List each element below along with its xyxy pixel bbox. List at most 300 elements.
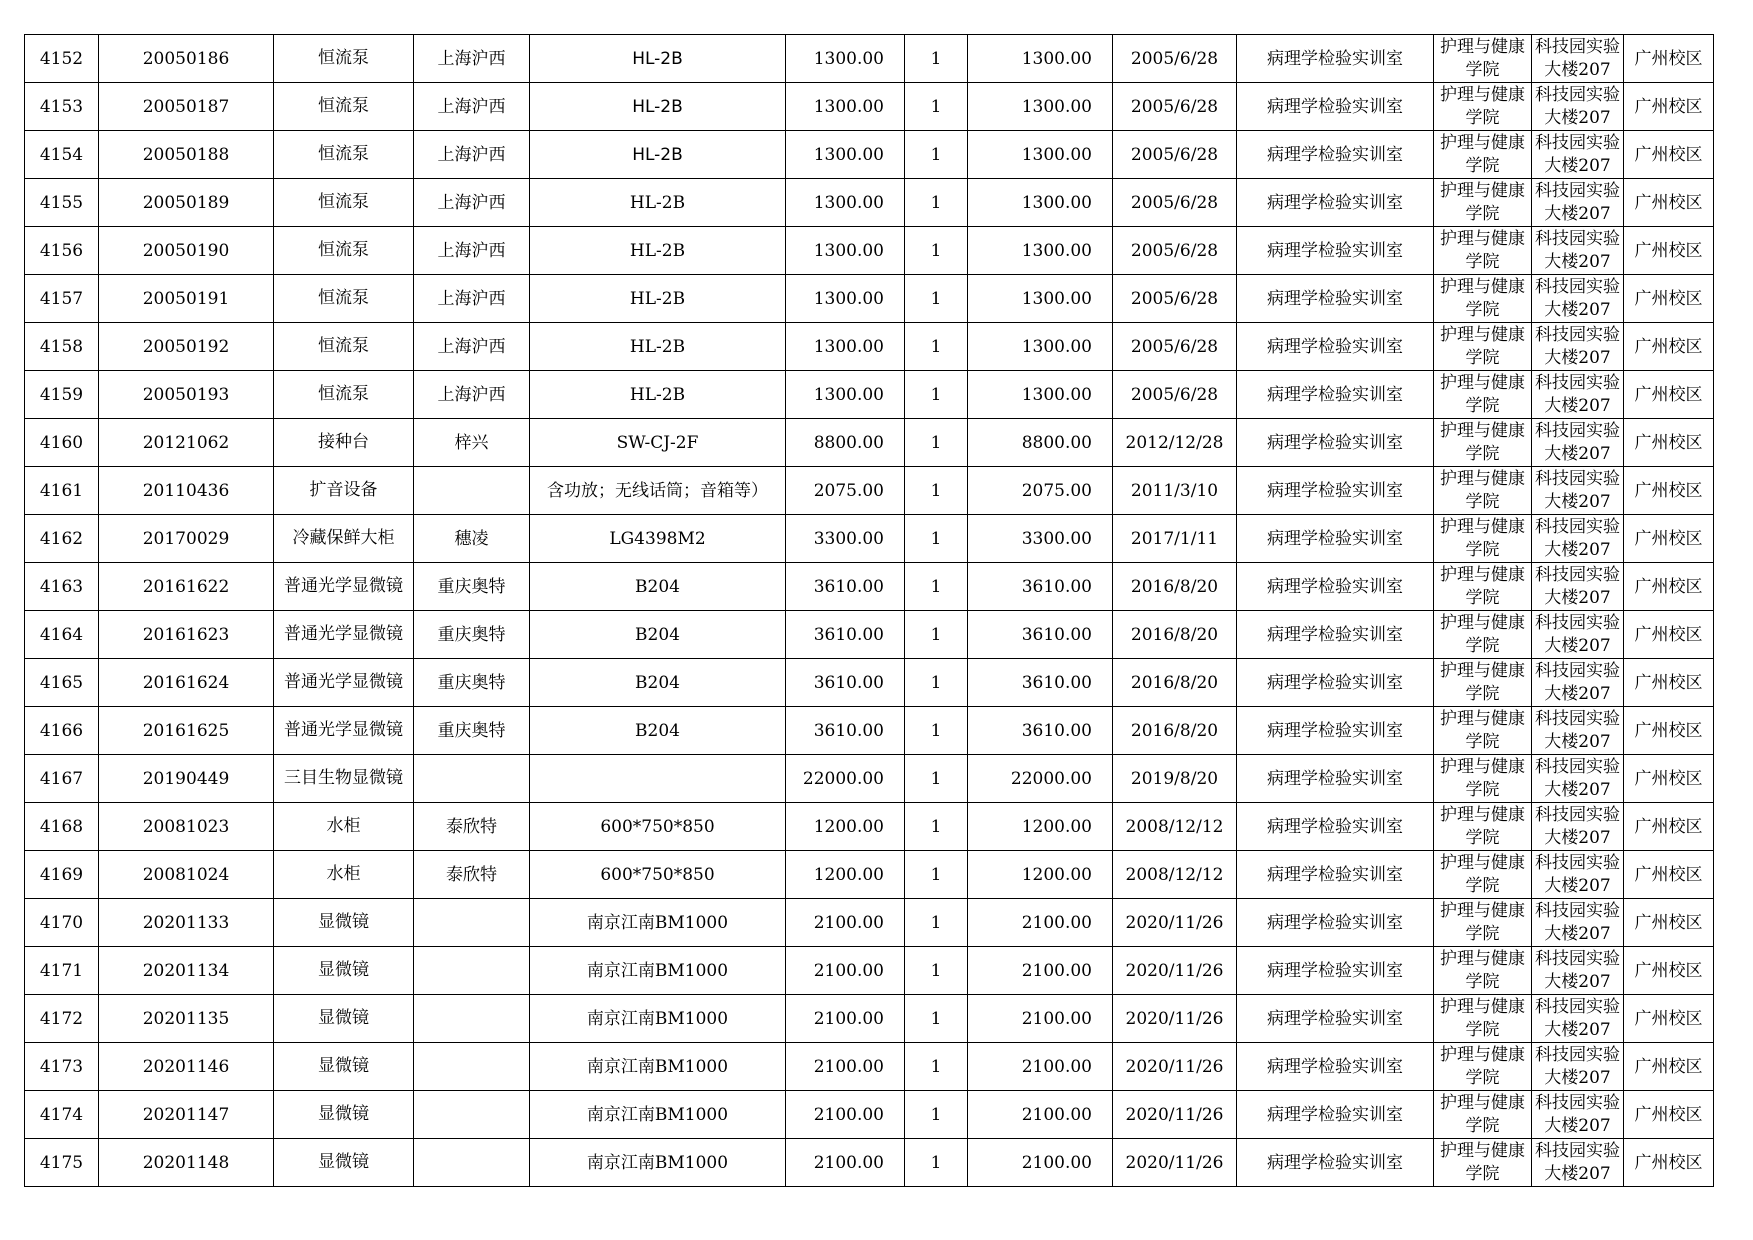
cell-unit-price: 1300.00: [786, 371, 905, 419]
cell-manufacturer: 上海沪西: [414, 35, 530, 83]
cell-seq: 4154: [25, 131, 99, 179]
cell-asset-number: 20161623: [99, 611, 274, 659]
cell-seq: 4156: [25, 227, 99, 275]
cell-lab: 病理学检验实训室: [1237, 995, 1434, 1043]
cell-amount: 2100.00: [968, 899, 1113, 947]
cell-manufacturer: 上海沪西: [414, 371, 530, 419]
cell-location: 科技园实验大楼207: [1532, 611, 1624, 659]
cell-location: 科技园实验大楼207: [1532, 899, 1624, 947]
cell-location: 科技园实验大楼207: [1532, 851, 1624, 899]
cell-equipment-name: 普通光学显微镜: [274, 659, 414, 707]
cell-seq: 4153: [25, 83, 99, 131]
cell-equipment-name: 接种台: [274, 419, 414, 467]
cell-lab: 病理学检验实训室: [1237, 227, 1434, 275]
cell-location: 科技园实验大楼207: [1532, 1139, 1624, 1187]
cell-seq: 4166: [25, 707, 99, 755]
cell-manufacturer: 上海沪西: [414, 323, 530, 371]
cell-lab: 病理学检验实训室: [1237, 83, 1434, 131]
cell-amount: 1300.00: [968, 227, 1113, 275]
cell-quantity: 1: [905, 611, 968, 659]
cell-equipment-name: 显微镜: [274, 947, 414, 995]
cell-amount: 1200.00: [968, 803, 1113, 851]
cell-unit-price: 2100.00: [786, 995, 905, 1043]
cell-amount: 3610.00: [968, 611, 1113, 659]
cell-manufacturer: 泰欣特: [414, 851, 530, 899]
cell-lab: 病理学检验实训室: [1237, 755, 1434, 803]
table-row: [25, 755, 1714, 803]
cell-manufacturer: 重庆奥特: [414, 659, 530, 707]
cell-model-spec: 南京江南BM1000: [530, 947, 786, 995]
cell-asset-number: 20050193: [99, 371, 274, 419]
cell-asset-number: 20050186: [99, 35, 274, 83]
table-row: [25, 947, 1714, 995]
cell-lab: 病理学检验实训室: [1237, 707, 1434, 755]
cell-purchase-date: 2016/8/20: [1113, 611, 1237, 659]
cell-department: 护理与健康学院: [1434, 83, 1532, 131]
cell-unit-price: 1300.00: [786, 275, 905, 323]
cell-purchase-date: 2008/12/12: [1113, 803, 1237, 851]
cell-campus: 广州校区: [1624, 851, 1714, 899]
cell-unit-price: 1300.00: [786, 131, 905, 179]
cell-department: 护理与健康学院: [1434, 467, 1532, 515]
cell-asset-number: 20161622: [99, 563, 274, 611]
cell-department: 护理与健康学院: [1434, 851, 1532, 899]
table-row: [25, 707, 1714, 755]
cell-location: 科技园实验大楼207: [1532, 467, 1624, 515]
cell-equipment-name: 恒流泵: [274, 179, 414, 227]
cell-seq: 4162: [25, 515, 99, 563]
table-body: [25, 35, 1714, 1187]
cell-unit-price: 1300.00: [786, 179, 905, 227]
table-row: [25, 467, 1714, 515]
table-row: [25, 323, 1714, 371]
cell-campus: 广州校区: [1624, 179, 1714, 227]
cell-model-spec: HL-2B: [530, 179, 786, 227]
cell-asset-number: 20081024: [99, 851, 274, 899]
cell-purchase-date: 2005/6/28: [1113, 83, 1237, 131]
cell-equipment-name: 恒流泵: [274, 275, 414, 323]
cell-model-spec: B204: [530, 707, 786, 755]
table-row: [25, 515, 1714, 563]
cell-department: 护理与健康学院: [1434, 1091, 1532, 1139]
cell-unit-price: 3610.00: [786, 707, 905, 755]
cell-amount: 1300.00: [968, 179, 1113, 227]
cell-asset-number: 20201134: [99, 947, 274, 995]
cell-seq: 4159: [25, 371, 99, 419]
cell-lab: 病理学检验实训室: [1237, 1043, 1434, 1091]
cell-campus: 广州校区: [1624, 659, 1714, 707]
table-row: [25, 83, 1714, 131]
cell-department: 护理与健康学院: [1434, 563, 1532, 611]
cell-purchase-date: 2008/12/12: [1113, 851, 1237, 899]
cell-campus: 广州校区: [1624, 995, 1714, 1043]
cell-manufacturer: 重庆奥特: [414, 563, 530, 611]
cell-equipment-name: 恒流泵: [274, 227, 414, 275]
cell-equipment-name: 普通光学显微镜: [274, 611, 414, 659]
cell-location: 科技园实验大楼207: [1532, 947, 1624, 995]
cell-equipment-name: 普通光学显微镜: [274, 707, 414, 755]
cell-purchase-date: 2020/11/26: [1113, 899, 1237, 947]
cell-model-spec: 南京江南BM1000: [530, 1043, 786, 1091]
cell-asset-number: 20161625: [99, 707, 274, 755]
cell-equipment-name: 显微镜: [274, 995, 414, 1043]
cell-quantity: 1: [905, 947, 968, 995]
cell-lab: 病理学检验实训室: [1237, 419, 1434, 467]
cell-campus: 广州校区: [1624, 707, 1714, 755]
cell-manufacturer: 上海沪西: [414, 227, 530, 275]
cell-campus: 广州校区: [1624, 419, 1714, 467]
cell-department: 护理与健康学院: [1434, 755, 1532, 803]
cell-department: 护理与健康学院: [1434, 1139, 1532, 1187]
cell-model-spec: 南京江南BM1000: [530, 1139, 786, 1187]
cell-purchase-date: 2020/11/26: [1113, 947, 1237, 995]
cell-unit-price: 2075.00: [786, 467, 905, 515]
cell-unit-price: 3610.00: [786, 563, 905, 611]
cell-amount: 2100.00: [968, 995, 1113, 1043]
cell-equipment-name: 扩音设备: [274, 467, 414, 515]
cell-location: 科技园实验大楼207: [1532, 83, 1624, 131]
cell-model-spec: [530, 755, 786, 803]
cell-location: 科技园实验大楼207: [1532, 323, 1624, 371]
cell-seq: 4152: [25, 35, 99, 83]
cell-unit-price: 3610.00: [786, 611, 905, 659]
cell-seq: 4171: [25, 947, 99, 995]
cell-purchase-date: 2005/6/28: [1113, 179, 1237, 227]
cell-asset-number: 20081023: [99, 803, 274, 851]
cell-campus: 广州校区: [1624, 563, 1714, 611]
cell-purchase-date: 2020/11/26: [1113, 1139, 1237, 1187]
cell-manufacturer: [414, 467, 530, 515]
cell-location: 科技园实验大楼207: [1532, 35, 1624, 83]
cell-manufacturer: 上海沪西: [414, 83, 530, 131]
cell-model-spec: HL-2B: [530, 275, 786, 323]
cell-purchase-date: 2011/3/10: [1113, 467, 1237, 515]
cell-amount: 1300.00: [968, 35, 1113, 83]
table-row: [25, 995, 1714, 1043]
cell-asset-number: 20050190: [99, 227, 274, 275]
cell-lab: 病理学检验实训室: [1237, 467, 1434, 515]
cell-department: 护理与健康学院: [1434, 947, 1532, 995]
cell-equipment-name: 恒流泵: [274, 323, 414, 371]
cell-campus: 广州校区: [1624, 131, 1714, 179]
cell-unit-price: 1300.00: [786, 83, 905, 131]
cell-asset-number: 20201146: [99, 1043, 274, 1091]
cell-seq: 4168: [25, 803, 99, 851]
cell-asset-number: 20050189: [99, 179, 274, 227]
cell-asset-number: 20110436: [99, 467, 274, 515]
cell-equipment-name: 恒流泵: [274, 131, 414, 179]
cell-unit-price: 1300.00: [786, 227, 905, 275]
cell-asset-number: 20050187: [99, 83, 274, 131]
cell-asset-number: 20050191: [99, 275, 274, 323]
cell-department: 护理与健康学院: [1434, 659, 1532, 707]
cell-department: 护理与健康学院: [1434, 707, 1532, 755]
cell-manufacturer: [414, 755, 530, 803]
cell-purchase-date: 2005/6/28: [1113, 275, 1237, 323]
cell-campus: 广州校区: [1624, 899, 1714, 947]
cell-manufacturer: [414, 1091, 530, 1139]
cell-quantity: 1: [905, 851, 968, 899]
cell-department: 护理与健康学院: [1434, 275, 1532, 323]
cell-purchase-date: 2005/6/28: [1113, 131, 1237, 179]
cell-campus: 广州校区: [1624, 1091, 1714, 1139]
cell-equipment-name: 显微镜: [274, 1043, 414, 1091]
cell-quantity: 1: [905, 515, 968, 563]
table-row: [25, 1139, 1714, 1187]
cell-lab: 病理学检验实训室: [1237, 1139, 1434, 1187]
table-row: [25, 275, 1714, 323]
cell-quantity: 1: [905, 227, 968, 275]
cell-quantity: 1: [905, 35, 968, 83]
cell-asset-number: 20201133: [99, 899, 274, 947]
cell-lab: 病理学检验实训室: [1237, 179, 1434, 227]
cell-quantity: 1: [905, 323, 968, 371]
cell-seq: 4175: [25, 1139, 99, 1187]
cell-quantity: 1: [905, 1091, 968, 1139]
cell-asset-number: 20170029: [99, 515, 274, 563]
cell-unit-price: 3610.00: [786, 659, 905, 707]
cell-campus: 广州校区: [1624, 803, 1714, 851]
cell-lab: 病理学检验实训室: [1237, 947, 1434, 995]
cell-campus: 广州校区: [1624, 275, 1714, 323]
cell-lab: 病理学检验实训室: [1237, 35, 1434, 83]
cell-model-spec: B204: [530, 659, 786, 707]
cell-amount: 2100.00: [968, 1091, 1113, 1139]
cell-model-spec: 南京江南BM1000: [530, 1091, 786, 1139]
cell-department: 护理与健康学院: [1434, 35, 1532, 83]
cell-manufacturer: 穗凌: [414, 515, 530, 563]
cell-unit-price: 22000.00: [786, 755, 905, 803]
cell-model-spec: 南京江南BM1000: [530, 899, 786, 947]
table-row: [25, 35, 1714, 83]
cell-equipment-name: 显微镜: [274, 899, 414, 947]
cell-location: 科技园实验大楼207: [1532, 803, 1624, 851]
cell-asset-number: 20050188: [99, 131, 274, 179]
cell-seq: 4160: [25, 419, 99, 467]
cell-quantity: 1: [905, 419, 968, 467]
cell-model-spec: B204: [530, 611, 786, 659]
cell-amount: 2100.00: [968, 947, 1113, 995]
cell-equipment-name: 显微镜: [274, 1091, 414, 1139]
cell-quantity: 1: [905, 563, 968, 611]
cell-manufacturer: 上海沪西: [414, 275, 530, 323]
cell-campus: 广州校区: [1624, 227, 1714, 275]
cell-unit-price: 1300.00: [786, 35, 905, 83]
cell-department: 护理与健康学院: [1434, 323, 1532, 371]
cell-lab: 病理学检验实训室: [1237, 323, 1434, 371]
cell-seq: 4165: [25, 659, 99, 707]
cell-seq: 4167: [25, 755, 99, 803]
cell-quantity: 1: [905, 275, 968, 323]
cell-purchase-date: 2005/6/28: [1113, 371, 1237, 419]
cell-department: 护理与健康学院: [1434, 995, 1532, 1043]
cell-campus: 广州校区: [1624, 515, 1714, 563]
cell-equipment-name: 冷藏保鲜大柜: [274, 515, 414, 563]
cell-campus: 广州校区: [1624, 35, 1714, 83]
cell-purchase-date: 2016/8/20: [1113, 563, 1237, 611]
table-row: [25, 803, 1714, 851]
cell-unit-price: 2100.00: [786, 1139, 905, 1187]
cell-amount: 1200.00: [968, 851, 1113, 899]
cell-department: 护理与健康学院: [1434, 803, 1532, 851]
cell-quantity: 1: [905, 371, 968, 419]
table-row: [25, 419, 1714, 467]
cell-unit-price: 2100.00: [786, 1091, 905, 1139]
cell-equipment-name: 水柜: [274, 851, 414, 899]
cell-quantity: 1: [905, 131, 968, 179]
cell-unit-price: 2100.00: [786, 899, 905, 947]
cell-amount: 1300.00: [968, 323, 1113, 371]
cell-asset-number: 20201148: [99, 1139, 274, 1187]
cell-amount: 1300.00: [968, 131, 1113, 179]
table-row: [25, 659, 1714, 707]
cell-asset-number: 20201135: [99, 995, 274, 1043]
cell-equipment-name: 水柜: [274, 803, 414, 851]
cell-amount: 2075.00: [968, 467, 1113, 515]
table-row: [25, 1043, 1714, 1091]
cell-location: 科技园实验大楼207: [1532, 659, 1624, 707]
table-row: [25, 563, 1714, 611]
cell-unit-price: 3300.00: [786, 515, 905, 563]
cell-seq: 4158: [25, 323, 99, 371]
cell-department: 护理与健康学院: [1434, 1043, 1532, 1091]
cell-unit-price: 2100.00: [786, 947, 905, 995]
cell-equipment-name: 普通光学显微镜: [274, 563, 414, 611]
cell-quantity: 1: [905, 83, 968, 131]
cell-quantity: 1: [905, 659, 968, 707]
table-row: [25, 1091, 1714, 1139]
cell-manufacturer: 重庆奥特: [414, 611, 530, 659]
cell-campus: 广州校区: [1624, 755, 1714, 803]
cell-model-spec: HL-2B: [530, 35, 786, 83]
cell-model-spec: 600*750*850: [530, 851, 786, 899]
table-row: [25, 851, 1714, 899]
cell-department: 护理与健康学院: [1434, 515, 1532, 563]
cell-amount: 2100.00: [968, 1043, 1113, 1091]
cell-amount: 3610.00: [968, 659, 1113, 707]
cell-location: 科技园实验大楼207: [1532, 563, 1624, 611]
table-row: [25, 899, 1714, 947]
cell-location: 科技园实验大楼207: [1532, 707, 1624, 755]
cell-manufacturer: 上海沪西: [414, 179, 530, 227]
table-row: [25, 179, 1714, 227]
cell-model-spec: SW-CJ-2F: [530, 419, 786, 467]
cell-amount: 3610.00: [968, 563, 1113, 611]
cell-department: 护理与健康学院: [1434, 179, 1532, 227]
cell-equipment-name: 恒流泵: [274, 371, 414, 419]
cell-campus: 广州校区: [1624, 611, 1714, 659]
cell-campus: 广州校区: [1624, 371, 1714, 419]
cell-location: 科技园实验大楼207: [1532, 131, 1624, 179]
cell-unit-price: 1200.00: [786, 851, 905, 899]
cell-manufacturer: [414, 1139, 530, 1187]
cell-model-spec: HL-2B: [530, 323, 786, 371]
cell-amount: 3300.00: [968, 515, 1113, 563]
cell-amount: 1300.00: [968, 371, 1113, 419]
cell-department: 护理与健康学院: [1434, 131, 1532, 179]
cell-quantity: 1: [905, 707, 968, 755]
cell-department: 护理与健康学院: [1434, 371, 1532, 419]
cell-location: 科技园实验大楼207: [1532, 995, 1624, 1043]
cell-unit-price: 1200.00: [786, 803, 905, 851]
cell-department: 护理与健康学院: [1434, 419, 1532, 467]
cell-location: 科技园实验大楼207: [1532, 1043, 1624, 1091]
cell-purchase-date: 2005/6/28: [1113, 227, 1237, 275]
cell-manufacturer: 重庆奥特: [414, 707, 530, 755]
cell-location: 科技园实验大楼207: [1532, 419, 1624, 467]
cell-equipment-name: 显微镜: [274, 1139, 414, 1187]
cell-quantity: 1: [905, 803, 968, 851]
cell-asset-number: 20050192: [99, 323, 274, 371]
cell-lab: 病理学检验实训室: [1237, 1091, 1434, 1139]
cell-seq: 4164: [25, 611, 99, 659]
cell-seq: 4172: [25, 995, 99, 1043]
cell-lab: 病理学检验实训室: [1237, 803, 1434, 851]
cell-asset-number: 20161624: [99, 659, 274, 707]
cell-quantity: 1: [905, 755, 968, 803]
cell-unit-price: 1300.00: [786, 323, 905, 371]
cell-department: 护理与健康学院: [1434, 611, 1532, 659]
cell-amount: 8800.00: [968, 419, 1113, 467]
cell-purchase-date: 2005/6/28: [1113, 35, 1237, 83]
cell-manufacturer: 泰欣特: [414, 803, 530, 851]
cell-quantity: 1: [905, 1043, 968, 1091]
cell-quantity: 1: [905, 995, 968, 1043]
cell-department: 护理与健康学院: [1434, 899, 1532, 947]
cell-amount: 1300.00: [968, 83, 1113, 131]
cell-location: 科技园实验大楼207: [1532, 755, 1624, 803]
cell-lab: 病理学检验实训室: [1237, 275, 1434, 323]
cell-location: 科技园实验大楼207: [1532, 371, 1624, 419]
cell-asset-number: 20121062: [99, 419, 274, 467]
cell-manufacturer: 梓兴: [414, 419, 530, 467]
cell-asset-number: 20201147: [99, 1091, 274, 1139]
cell-manufacturer: [414, 899, 530, 947]
cell-amount: 2100.00: [968, 1139, 1113, 1187]
cell-seq: 4174: [25, 1091, 99, 1139]
table-row: [25, 611, 1714, 659]
cell-model-spec: 含功放；无线话筒；音箱等）: [530, 467, 786, 515]
cell-purchase-date: 2020/11/26: [1113, 1091, 1237, 1139]
cell-campus: 广州校区: [1624, 83, 1714, 131]
cell-equipment-name: 恒流泵: [274, 35, 414, 83]
cell-amount: 22000.00: [968, 755, 1113, 803]
table-row: [25, 227, 1714, 275]
cell-campus: 广州校区: [1624, 947, 1714, 995]
cell-purchase-date: 2020/11/26: [1113, 995, 1237, 1043]
cell-model-spec: HL-2B: [530, 131, 786, 179]
cell-location: 科技园实验大楼207: [1532, 227, 1624, 275]
cell-model-spec: HL-2B: [530, 83, 786, 131]
cell-unit-price: 2100.00: [786, 1043, 905, 1091]
cell-lab: 病理学检验实训室: [1237, 851, 1434, 899]
cell-seq: 4163: [25, 563, 99, 611]
cell-campus: 广州校区: [1624, 1139, 1714, 1187]
cell-seq: 4170: [25, 899, 99, 947]
cell-location: 科技园实验大楼207: [1532, 179, 1624, 227]
cell-manufacturer: [414, 1043, 530, 1091]
cell-lab: 病理学检验实训室: [1237, 611, 1434, 659]
cell-manufacturer: [414, 947, 530, 995]
cell-location: 科技园实验大楼207: [1532, 515, 1624, 563]
cell-purchase-date: 2005/6/28: [1113, 323, 1237, 371]
cell-model-spec: B204: [530, 563, 786, 611]
table-row: [25, 131, 1714, 179]
cell-seq: 4169: [25, 851, 99, 899]
cell-lab: 病理学检验实训室: [1237, 131, 1434, 179]
cell-equipment-name: 三目生物显微镜: [274, 755, 414, 803]
cell-seq: 4155: [25, 179, 99, 227]
